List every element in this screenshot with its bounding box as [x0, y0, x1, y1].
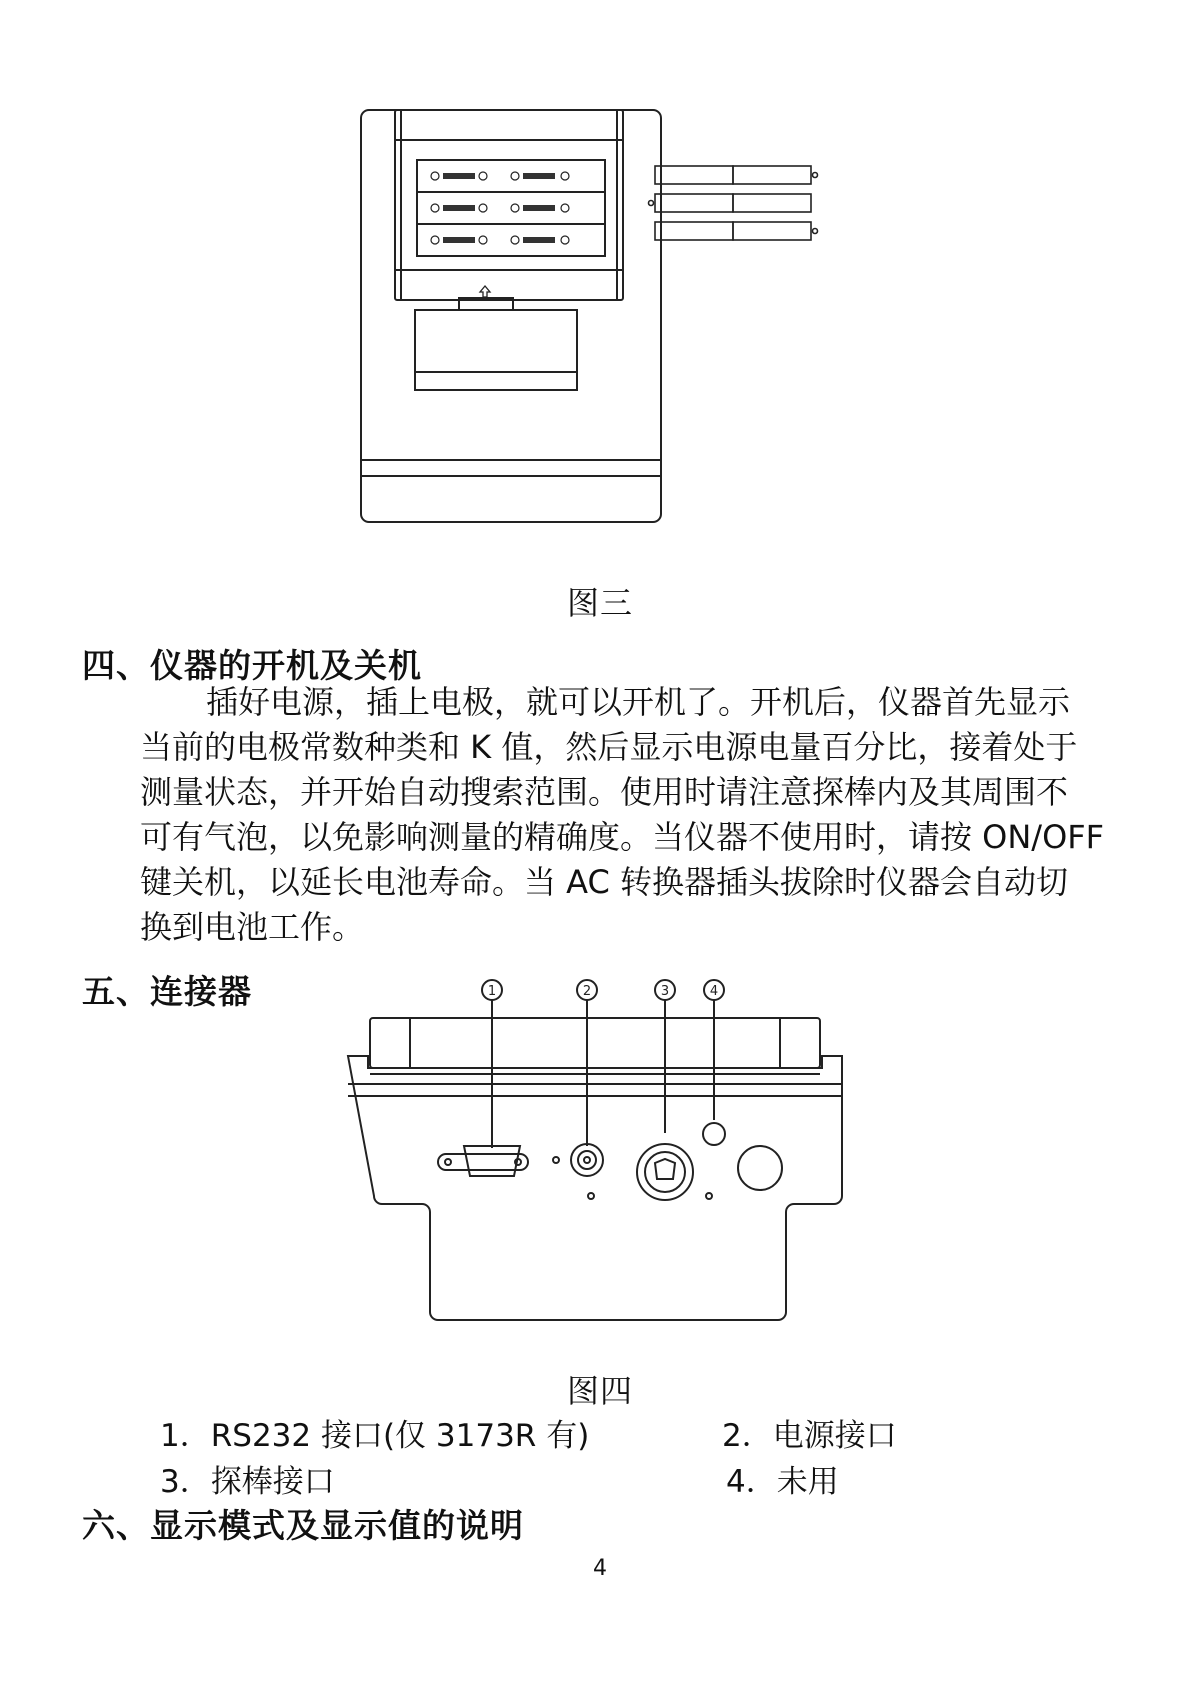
callout-3-label: 3	[660, 984, 670, 999]
section-4-heading: 四、仪器的开机及关机	[82, 646, 422, 685]
figure-3-instrument-battery-diagram	[355, 100, 875, 530]
paragraph-line: 当前的电极常数种类和 K 值，然后显示电源电量百分比，接着处于	[140, 728, 1078, 766]
power-jack-icon	[571, 1144, 603, 1176]
paragraph-line: 插好电源，插上电极，就可以开机了。开机后，仪器首先显示	[206, 683, 1071, 721]
figure-3-caption: 图三	[566, 584, 633, 622]
callout-1-label: 1	[487, 984, 497, 999]
spare-batteries	[649, 166, 818, 240]
section-6-heading: 六、显示模式及显示值的说明	[82, 1506, 524, 1545]
unused-port-icon	[703, 1123, 725, 1145]
up-arrow-icon	[480, 286, 490, 297]
callout-2-label: 2	[582, 984, 592, 999]
legend-item-4: 4．未用	[726, 1464, 839, 1500]
paragraph-line: 换到电池工作。	[140, 908, 365, 946]
legend-item-3: 3．探棒接口	[160, 1464, 335, 1500]
paragraph-line: 键关机，以延长电池寿命。当 AC 转换器插头拔除时仪器会自动切	[140, 863, 1069, 901]
figure-4-caption: 图四	[566, 1372, 633, 1410]
battery-cover	[415, 310, 577, 390]
panel-lid	[370, 1018, 820, 1068]
page-number: 4	[593, 1556, 607, 1581]
legend-item-1: 1．RS232 接口(仅 3173R 有)	[160, 1418, 590, 1454]
paragraph-line: 测量状态，并开始自动搜索范围。使用时请注意探棒内及其周围不	[140, 773, 1069, 811]
paragraph-line: 可有气泡，以免影响测量的精确度。当仪器不使用时，请按 ON/OFF	[140, 818, 1105, 856]
probe-port-icon	[637, 1144, 693, 1200]
section-4-paragraph	[140, 680, 1125, 950]
rs232-port-icon	[438, 1146, 528, 1176]
section-5-heading: 五、连接器	[82, 972, 252, 1011]
callout-4-label: 4	[709, 984, 719, 999]
legend-item-2: 2．电源接口	[722, 1418, 897, 1454]
figure-4-connector-panel-diagram	[340, 978, 880, 1358]
